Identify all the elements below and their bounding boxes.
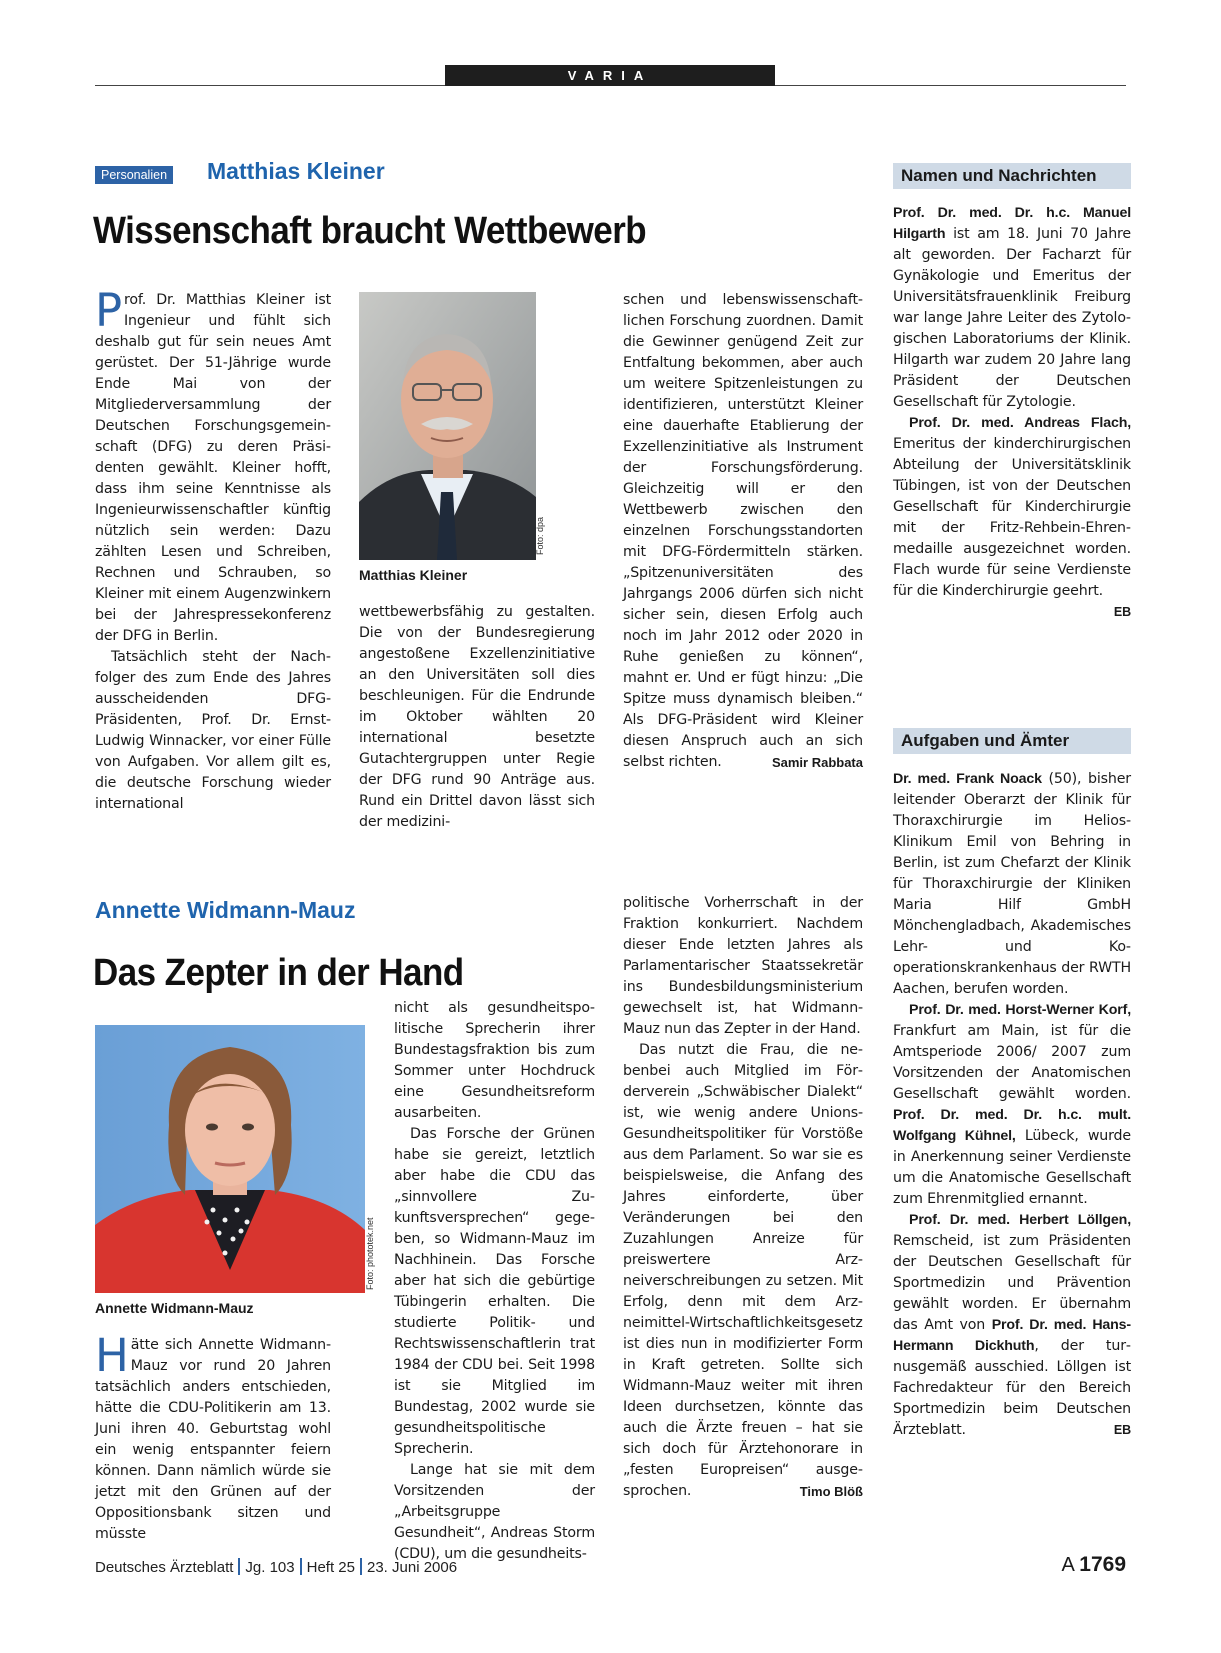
notice-text: Remscheid, ist zum Präsidenten der Deutschen Gesellschaft für Sportmedizin und Prävention gewählt worden. Er übernahm das Amt von (893, 1233, 1131, 1333)
drop-cap: H (95, 1329, 129, 1382)
notice-text: , der turnusgemäß ausschied. Löllgen ist Fachredakteur für den Bereich Sportmedizin beim Deutschen Ärzteblatt. (893, 1338, 1131, 1438)
person-name: Prof. Dr. med. Horst-Werner Korf, (909, 1002, 1131, 1018)
article1-column-1 (95, 284, 331, 815)
page-number-value: 1769 (1079, 1553, 1126, 1576)
footer-separator (300, 1558, 302, 1575)
article2-headline: Das Zepter in der Hand (93, 952, 464, 994)
footer-separator (238, 1558, 240, 1575)
notice-text: Lübeck, wurde in Anerkennung seiner Verdienste um die Anatomische Gesellschaft zum Ehrenmitglied ernannt. (893, 1128, 1131, 1207)
journal-issue: Heft 25 (306, 1559, 355, 1576)
article2-col3-p2: Das nutzt die Frau, die nebenbei auch Mitglied im Förderverein „Schwäbischer Dialekt“ ist, wie wenig andere Unions-Gesundheitspolitiker für Vorstöße aus dem Parlament. So war sie es beispielsweise, die Anfang des Jahres einforderte, über Veränderungen bei den Zuzahlungen Anreize für preiswertere Arzneiverschreibungen zu setzen. Mit Erfolg, denn mit dem Arzneimittel-Wirtschaftlichkeitsgesetz ist dies nun in modifizierter Form in Kraft getreten. Sollte sich Widmann-Mauz weiter mit ihren Ideen durchsetzen, könnte das auch die Ärzte freuen – hat sie sich doch für Ärztehonorare in „festen Europreisen“ ausgesprochen. (623, 1042, 863, 1499)
sidebar-box-namen (893, 203, 1131, 623)
article2-photo-caption: Annette Widmann-Mauz (95, 1300, 254, 1316)
article2-column-1 (95, 1329, 331, 1545)
footer-separator (360, 1558, 362, 1575)
sidebar-box-aufgaben (893, 769, 1131, 1441)
person-name: Dr. med. Frank Noack (893, 771, 1042, 787)
article1-column-2 (359, 602, 595, 833)
editor-signature: EB (1113, 605, 1131, 619)
section-label: VARIA (445, 65, 775, 86)
article1-col2-text: wettbewerbsfähig zu gestalten. Die von der Bundesregierung angestoßene Exzellenzinitiative an den Universitäten soll dies beschleunigen. Für die Endrunde im Oktober wählten 20 international besetzte Gutachtergruppen unter Regie der DFG rund 90 Anträge aus. Rund ein Drittel davon lässt sich der medizini- (359, 604, 595, 830)
notice-text: Emeritus der kinderchirurgischen Abteilung der Universitätsklinik Tübingen, ist von der Deutschen Gesellschaft für Kinderchirurgie mit der Fritz-Rehbein-Ehrenmedaille ausgezeichnet worden. Flach wurde für seine Verdienste für die Kinderchirurgie geehrt. (893, 436, 1131, 599)
article1-col1-p2: Tatsächlich steht der Nachfolger des zum Ende des Jahres ausscheidenden DFG-Präsidenten, Prof. Dr. Ernst-Ludwig Winnacker, vor einer Fülle von Aufgaben. Vor allem gilt es, die deutsche Forschung wieder international (95, 649, 331, 812)
annette-widmann-mauz-photo (95, 1025, 365, 1293)
notice-text: (50), bisher leitender Oberarzt der Klinik für Thoraxchirurgie im Helios-Klinikum Emil von Behring in Berlin, ist zum Chefarzt der Klinik für Thoraxchirurgie der Kliniken Maria Hilf GmbH Mönchengladbach, Akademisches Lehr- und Kooperationskrankenhaus der RWTH Aachen, berufen worden. (893, 771, 1131, 997)
article2-col1-text: ätte sich Annette Widmann-Mauz vor rund 20 Jahren tatsächlich anders entschieden, hätte die CDU-Politikerin am 13. Juni ihren 40. Geburtstag wohl ein wenig entspannter feiern können. Dann nämlich würde sie jetzt mit den Grünen auf der Oppositionsbank sitzen und müsste (95, 1337, 331, 1542)
photo-credit-1: Foto: dpa (535, 516, 545, 555)
article2-col2-p2: Das Forsche der Grünen habe sie gereizt, letztlich aber habe die CDU das „sinnvollere Zukunftsversprechen“ gegeben, so Widmann-Mauz im Nachhinein. Das Forsche aber hat sich die gebürtige Tübingerin erhalten. Die studierte Politik- und Rechtswissenschaftlerin trat 1984 der CDU bei. Seit 1998 ist sie Mitglied im Bundestag, 2002 wurde sie gesundheitspolitische Sprecherin. (394, 1126, 595, 1457)
category-tag: Personalien (95, 166, 173, 184)
person-name: Prof. Dr. med. Hans-Hermann Dickhuth (893, 1317, 1131, 1354)
article1-person: Matthias Kleiner (207, 158, 385, 184)
article1-headline: Wissenschaft braucht Wettbewerb (93, 210, 647, 252)
person-name: Prof. Dr. med. Dr. h.c. mult. Wolfgang Kühnel, (893, 1107, 1131, 1144)
photo-credit-2: Foto: phototek.net (365, 1217, 375, 1290)
page-prefix: A (1061, 1554, 1074, 1576)
notice-text: Frankfurt am Main, ist für die Amtsperiode 2006/ 2007 zum Vorsitzenden der Anatomischen Gesellschaft gewählt worden. (893, 1023, 1131, 1102)
drop-cap: P (95, 284, 122, 337)
journal-volume: Jg. 103 (245, 1559, 295, 1576)
person-name: Prof. Dr. med. Andreas Flach, (909, 415, 1131, 431)
article1-photo-caption: Matthias Kleiner (359, 567, 468, 583)
article1-author: Samir Rabbata (771, 755, 863, 770)
article2-column-3 (623, 893, 863, 1502)
article2-col2-p3: Lange hat sie mit dem Vorsitzenden der „Arbeitsgruppe Gesundheit“, Andreas Storm (CDU), um die gesundheits- (394, 1462, 595, 1562)
matthias-kleiner-photo (359, 292, 536, 560)
journal-name: Deutsches Ärzteblatt (95, 1559, 234, 1576)
person-name: Prof. Dr. med. Herbert Löllgen, (909, 1212, 1131, 1228)
notice-text: ist am 18. Juni 70 Jahre alt geworden. Der Facharzt für Gynäkologie und Emeritus der Universitätsfrauenklinik Freiburg war lange Jahre Leiter des Zytologischen Laboratoriums der Klinik. Hilgarth war zudem 20 Jahre lang Präsident der Deutschen Gesellschaft für Zytologie. (893, 226, 1131, 410)
article2-col3-p1: politische Vorherrschaft in der Fraktion konkurriert. Nachdem dieser Ende letzten Jahres als Parlamentarischer Staatssekretär ins Bundesbildungsministerium gewechselt ist, hat Widmann-Mauz nun das Zepter in der Hand. (623, 895, 863, 1037)
sidebar-heading-namen: Namen und Nachrichten (893, 163, 1131, 189)
sidebar-heading-aufgaben: Aufgaben und Ämter (893, 728, 1131, 754)
editor-signature: EB (1113, 1423, 1131, 1437)
article2-column-2-upper (394, 998, 595, 1565)
article2-person: Annette Widmann-Mauz (95, 897, 356, 923)
footer-citation (95, 1558, 457, 1576)
article2-author: Timo Blöß (799, 1484, 863, 1499)
article1-col3-text: schen und lebenswissenschaftlichen Forschung zuordnen. Damit die Gewinner genügend Zeit zur Entfaltung bekommen, aber auch um weitere Spitzenleistungen zu identifizieren, unterstützt Kleiner eine dauerhafte Etablierung der Exzellenzinitiative als Instrument der Forschungsförderung. Gleichzeitig will er den Wettbewerb zwischen den einzelnen Forschungsstandorten mit DFG-Fördermitteln stärken. „Spitzenuniversitäten des Jahrgangs 2006 dürfen sich nicht sicher sein, diesen Erfolg auch noch im Jahr 2012 oder 2020 in Ruhe genießen zu können“, mahnt er. Und er fügt hinzu: „Die Spitze muss dynamisch bleiben.“ Als DFG-Präsident wird Kleiner diesen Anspruch auch an sich selbst richten. (623, 292, 863, 770)
article1-col1-p1: rof. Dr. Matthias Kleiner ist Ingenieur und fühlt sich deshalb gut für sein neues Amt gerüstet. Der 51-Jährige wurde Ende Mai von der Mitgliederversammlung der Deutschen Forschungsgemeinschaft (DFG) zu deren Präsidenten gewählt. Kleiner hofft, dass ihm seine Kenntnisse als Ingenieurwissenschaftler künftig nützlich sein werden: Dazu zählten Lesen und Schreiben, Rechnen und Schrauben, so Kleiner mit einem Augenzwinkern bei der Jahrespressekonferenz der DFG in Berlin. (95, 292, 331, 644)
article1-column-3 (623, 290, 863, 773)
page-number (1061, 1553, 1126, 1577)
journal-date: 23. Juni 2006 (367, 1559, 458, 1576)
person-name: Prof. Dr. med. Dr. h.c. Manuel Hilgarth (893, 205, 1131, 242)
article2-col2-p1: nicht als gesundheitspolitische Sprecherin ihrer Bundestagsfraktion bis zum Sommer unter Hochdruck eine Gesundheitsreform ausarbeiten. (394, 1000, 595, 1121)
